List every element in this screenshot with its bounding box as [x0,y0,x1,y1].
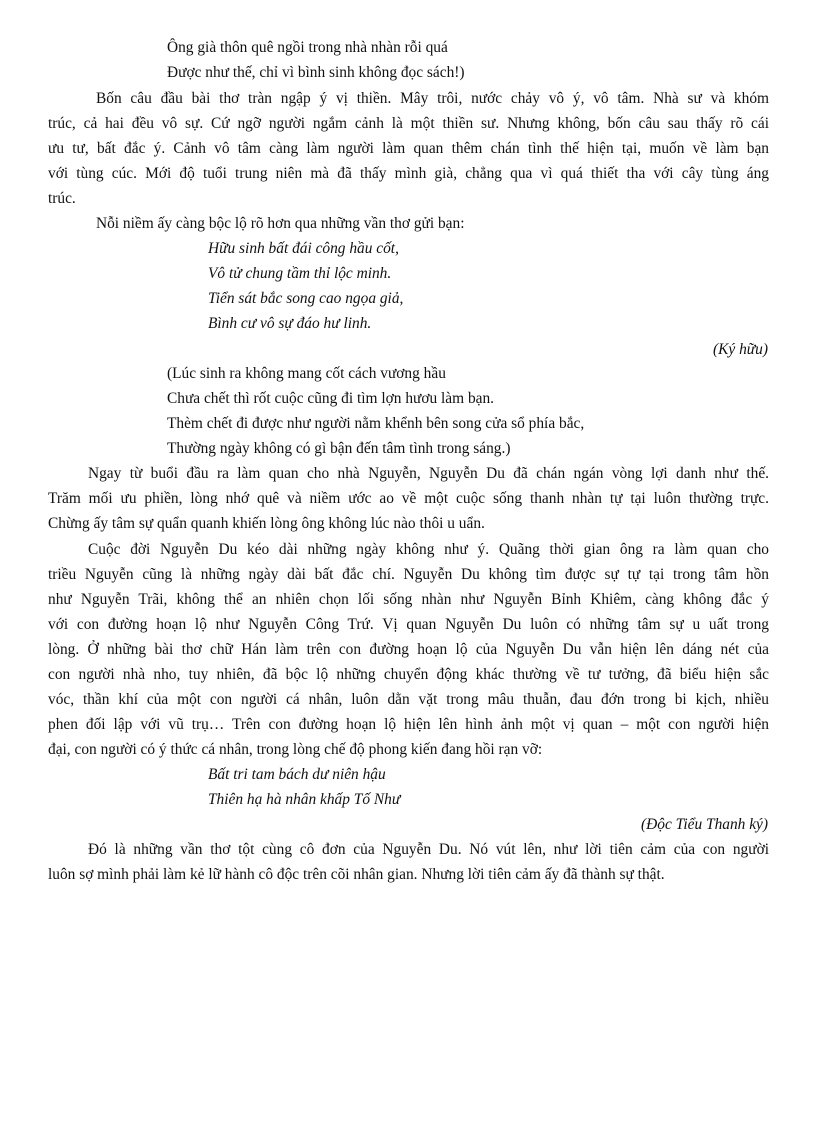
text-line: luôn sợ mình phải làm kẻ lữ hành cô độc trên cõi nhân gian. Nhưng lời tiên cảm ấy đã thành sự thật. [48,866,665,883]
text-line: ưu tư, bất đắc ý. Cảnh vô tâm càng làm người làm quan thêm chán tình thế hiện tại, muốn về làm bạn [48,140,769,157]
verse-line: Thiên hạ hà nhân khấp Tố Như [208,791,401,808]
verse-line: Bình cư vô sự đáo hư linh. [208,315,372,332]
verse-line: Tiển sát bắc song cao ngọa giả, [208,290,404,307]
verse-line: Ông già thôn quê ngồi trong nhà nhàn rỗi quá [167,39,448,56]
verse-line: Thường ngày không có gì bận đến tâm tình trong sáng.) [167,440,511,457]
poem-source: (Ký hữu) [713,341,768,358]
text-line: phen đối lập với vũ trụ… Trên con đường hoạn lộ hiện lên hình ảnh một vị quan – một con người hiện [48,716,769,733]
text-line: Ngay từ buổi đầu ra làm quan cho nhà Nguyễn, Nguyễn Du đã chán ngán vòng lợi danh như thế. [88,465,769,482]
verse-line: Bất tri tam bách dư niên hậu [208,766,386,783]
text-line: với tùng cúc. Mới độ tuổi trung niên mà đã thấy mình già, chẳng qua vì quá thiết tha với cây tùng áng [48,165,769,182]
text-line: như Nguyễn Trãi, không thể an nhiên chọn lối sống nhàn như Nguyễn Bỉnh Khiêm, càng không đắc ý [48,591,769,608]
text-line: Bốn câu đầu bài thơ tràn ngập ý vị thiền. Mây trôi, nước chảy vô ý, vô tâm. Nhà sư và khóm [96,90,769,107]
text-line: trúc. [48,190,76,207]
text-line: lòng. Ở những bài thơ chữ Hán làm trên con đường hoạn lộ của Nguyễn Du vẫn hiện lên dáng nét của [48,641,769,658]
verse-line: Hữu sinh bất đái công hầu cốt, [208,240,399,257]
verse-line: Thèm chết đi được như người nằm khểnh bên song cửa sổ phía bắc, [167,415,585,432]
paragraph-2: Nỗi niềm ấy càng bộc lộ rõ hơn qua những vần thơ gửi bạn: [96,215,465,232]
verse-line: Chưa chết thì rốt cuộc cũng đi tìm lợn hươu làm bạn. [167,390,495,407]
text-line: trúc, cả hai đều vô sự. Cứ ngỡ người ngắm cảnh là một thiền sư. Nhưng không, bốn câu sau thấy rõ cái [48,115,769,132]
text-line: triều Nguyễn cũng là những ngày dài bất đắc chí. Nguyễn Du không tìm được sự tự tại trong tâm hồn [48,566,769,583]
text-line: đại, con người có ý thức cá nhân, trong lòng chế độ phong kiến đang hồi rạn vỡ: [48,741,543,758]
text-line: vóc, thần khí của một con người cá nhân, luôn dằn vặt trong mâu thuẫn, đau đớn trong bi kịch, nhiều [48,691,769,708]
text-line: Trăm mối ưu phiền, lòng nhớ quê và niềm ước ao về một cuộc sống thanh nhàn tự tại luôn thường trực. [48,490,769,507]
text-line: Cuộc đời Nguyễn Du kéo dài những ngày không như ý. Quãng thời gian ông ra làm quan cho [88,541,769,558]
verse-line: Vô tử chung tầm thỉ lộc minh. [208,265,392,282]
text-line: Chừng ấy tâm sự quẩn quanh khiến lòng ông không lúc nào thôi u uẩn. [48,515,485,532]
text-line: Đó là những vần thơ tột cùng cô đơn của Nguyễn Du. Nó vút lên, như lời tiên cảm của con người [88,841,769,858]
verse-line: (Lúc sinh ra không mang cốt cách vương hầu [167,365,446,382]
text-line: con người nhà nho, tuy nhiên, đã bộc lộ những chuyển động khác thường về tư tưởng, đã biểu hiện sắc [48,666,769,683]
poem-source: (Độc Tiểu Thanh ký) [641,816,768,833]
text-line: với con đường hoạn lộ như Nguyễn Công Trứ. Vị quan Nguyễn Du luôn có những tâm sự u uất trong [48,616,769,633]
verse-line: Được như thế, chỉ vì bình sinh không đọc sách!) [167,64,465,81]
